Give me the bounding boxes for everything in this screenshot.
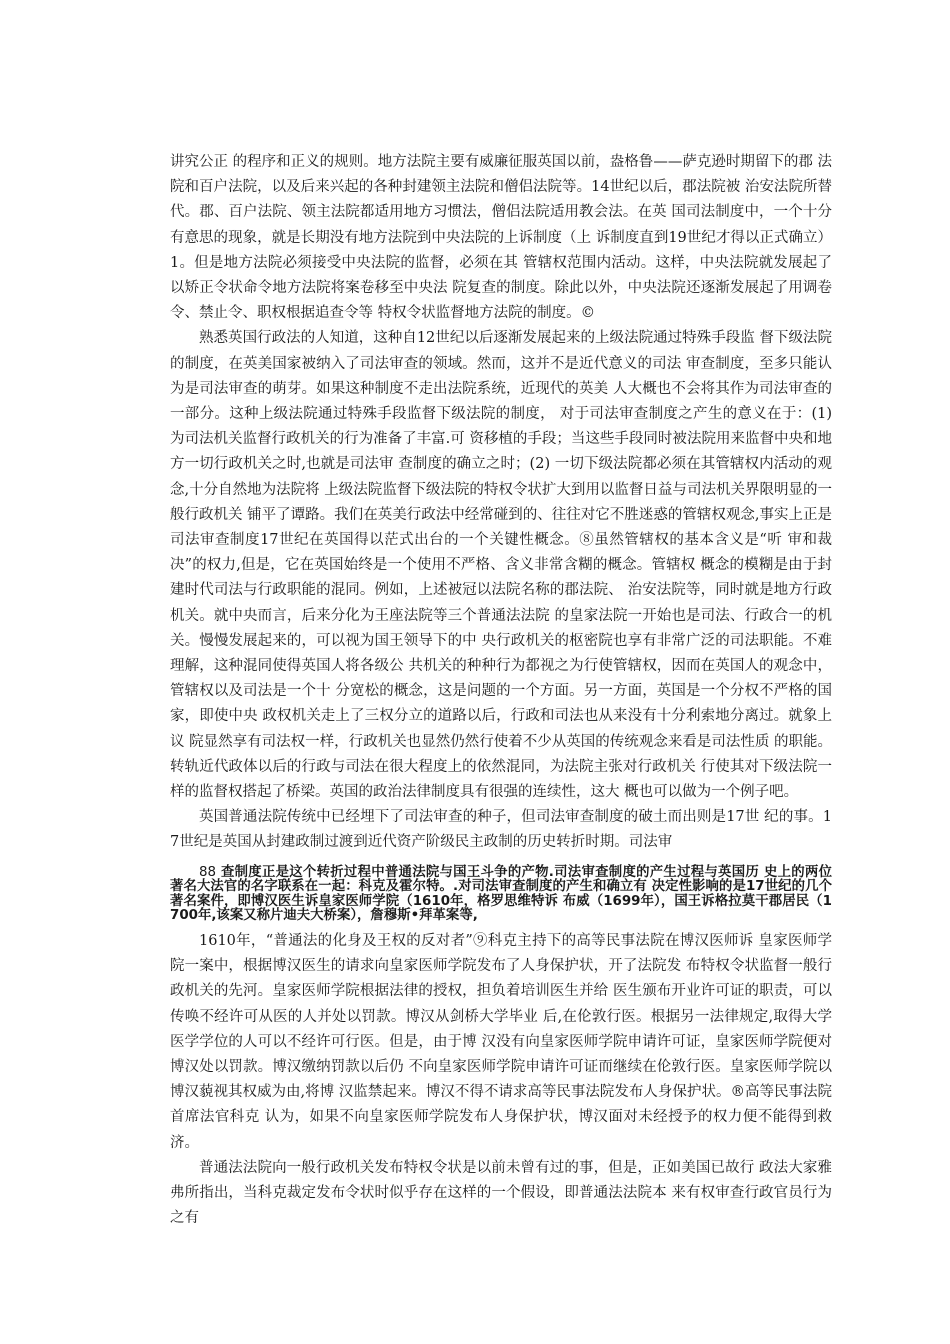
paragraph-bonham-case: 1610年，“普通法的化身及王权的反对者”⑨科克主持下的高等民事法院在博汉医师诉 皇家医师学院一案中，根据博汉医生的请求向皇家医师学院发布了人身保护状，开了法院发 布特权令状监督一般行政机关的先河。皇家医师学院根据法律的授权，担负着培训医生并给 医生颁布开业许可证的职责，可以传唤不经许可从医的人并处以罚款。博汉从剑桥大学毕业 后,在伦敦行医。根据另一法律规定,取得大学医学学位的人可以不经许可行医。但是，由于博 汉没有向皇家医师学院申请许可证，皇家医师学院便对博汉处以罚款。博汉缴纳罚款以后仍 不向皇家医师学院申请许可证而继续在伦敦行医。皇家医师学院以博汉藐视其权威为由,将博 汉监禁起来。博汉不得不请求高等民事法院发布人身保护状。®高等民事法院首席法官科克 认为，如果不向皇家医师学院发布人身保护状，博汉面对未经授予的权力便不能得到救济。 <box>170 933 832 1151</box>
footnote-number: 88 <box>199 864 217 880</box>
paragraph-17th-century: 英国普通法院传统中已经埋下了司法审查的种子，但司法审查制度的破土而出则是17世 纪的事。17世纪是英国从封建政制过渡到近代资产阶级民主政制的历史转折时期。司法审 <box>170 809 832 851</box>
footnote-text: 查制度正是这个转折过程中普通法院与国王斗争的产物.司法审查制度的产生过程与英国历 史上的两位著名大法官的名字联系在一起：科克及霍尔特。.对司法审查制度的产生和确立有 决定性影响的是17世纪的几个著名案件，即博汉医生诉皇家医师学院（1610年，格罗思维特诉 布威（1699年），国王诉格拉莫干郡居民（1700年,该案又称片迪夫大桥案），詹穆斯•拜革案等, <box>170 864 832 924</box>
footnote <box>170 866 832 924</box>
document-page <box>170 150 832 1232</box>
paragraph-judicial-review-origins: 熟悉英国行政法的人知道，这种自12世纪以后逐渐发展起来的上级法院通过特殊手段监 督下级法院的制度，在英美国家被纳入了司法审查的领域。然而，这并不是近代意义的司法 审查制度，至多只能认为是司法审查的萌芽。如果这种制度不走出法院系统，近现代的英美 人大概也不会将其作为司法审查的一部分。这种上级法院通过特殊手段监督下级法院的制度， 对于司法审查制度之产生的意义在于：(1)为司法机关监督行政机关的行为准备了丰富.可 资移植的手段；当这些手段同时被法院用来监督中央和地方一切行政机关之时,也就是司法审 查制度的确立之时；(2) 一切下级法院都必须在其管辖权内活动的观念,十分自然地为法院将 上级法院监督下级法院的特权令状扩大到用以监督日益与司法机关界限明显的一般行政机关 铺平了谭路。我们在英美行政法中经常碰到的、往往对它不胜迷惑的管辖权观念,事实上正是 司法审查制度17世纪在英国得以茫式出台的一个关键性概念。⑧虽然管辖权的基本含义是“听 审和裁决”的权力,但是，它在英国始终是一个使用不严格、含义非常含糊的概念。管辖权 概念的模糊是由于封建时代司法与行政职能的混同。例如，上述被冠以法院名称的郡法院、 治安法院等，同时就是地方行政机关。就中央而言，后来分化为王座法院等三个普通法法院 的皇家法院一开始也是司法、行政合一的机关。慢慢发展起来的，可以视为国王领导下的中 央行政机关的枢密院也享有非常广泛的司法职能。不难理解，这种混同使得英国人将各级公 共机关的种种行为都视之为行使管辖权，因而在英国人的观念中，管辖权以及司法是一个十 分宽松的概念，这是问题的一个方面。另一方面，英国是一个分权不严格的国家，即使中央 政权机关走上了三权分立的道路以后，行政和司法也从来没有十分利索地分离过。就象上议 院显然享有司法权一样，行政机关也显然仍然行使着不少从英国的传统观念来看是司法性质 的职能。转轨近代政体以后的行政与司法在很大程度上的依然混同，为法院主张对行政机关 行使其对下级法院一样的监督权搭起了桥梁。英国的政治法律制度具有很强的连续性，这大 概也可以做为一个例子吧。 <box>170 330 832 801</box>
paragraph-local-courts: 讲究公正 的程序和正义的规则。地方法院主要有威廉征服英国以前，盎格鲁——萨克逊时期留下的郡 法院和百户法院，以及后来兴起的各种封建领主法院和僧侣法院等。14世纪以后，郡法院被 治安法院所替代。郡、百户法院、领主法院都适用地方习惯法，僧侣法院适用教会法。在英 国司法制度中，一个十分有意思的现象，就是长期没有地方法院到中央法院的上诉制度（上 诉制度直到19世纪才得以正式确立）1。但是地方法院必须接受中央法院的监督，必须在其 管辖权范围内活动。这样，中央法院就发展起了以矫正令状命令地方法院将案卷移至中央法 院复查的制度。除此以外，中央法院还逐渐发展起了用调卷令、禁止令、职权根据追查令等 特权令状监督地方法院的制度。© <box>170 154 832 322</box>
paragraph-prerogative-writs: 普通法法院向一般行政机关发布特权令状是以前未曾有过的事，但是，正如美国已故行 政法大家雅弗所指出，当科克裁定发布令状时似乎存在这样的一个假设，即普通法法院本 来有权审查行政官员行为之有 <box>170 1159 832 1227</box>
